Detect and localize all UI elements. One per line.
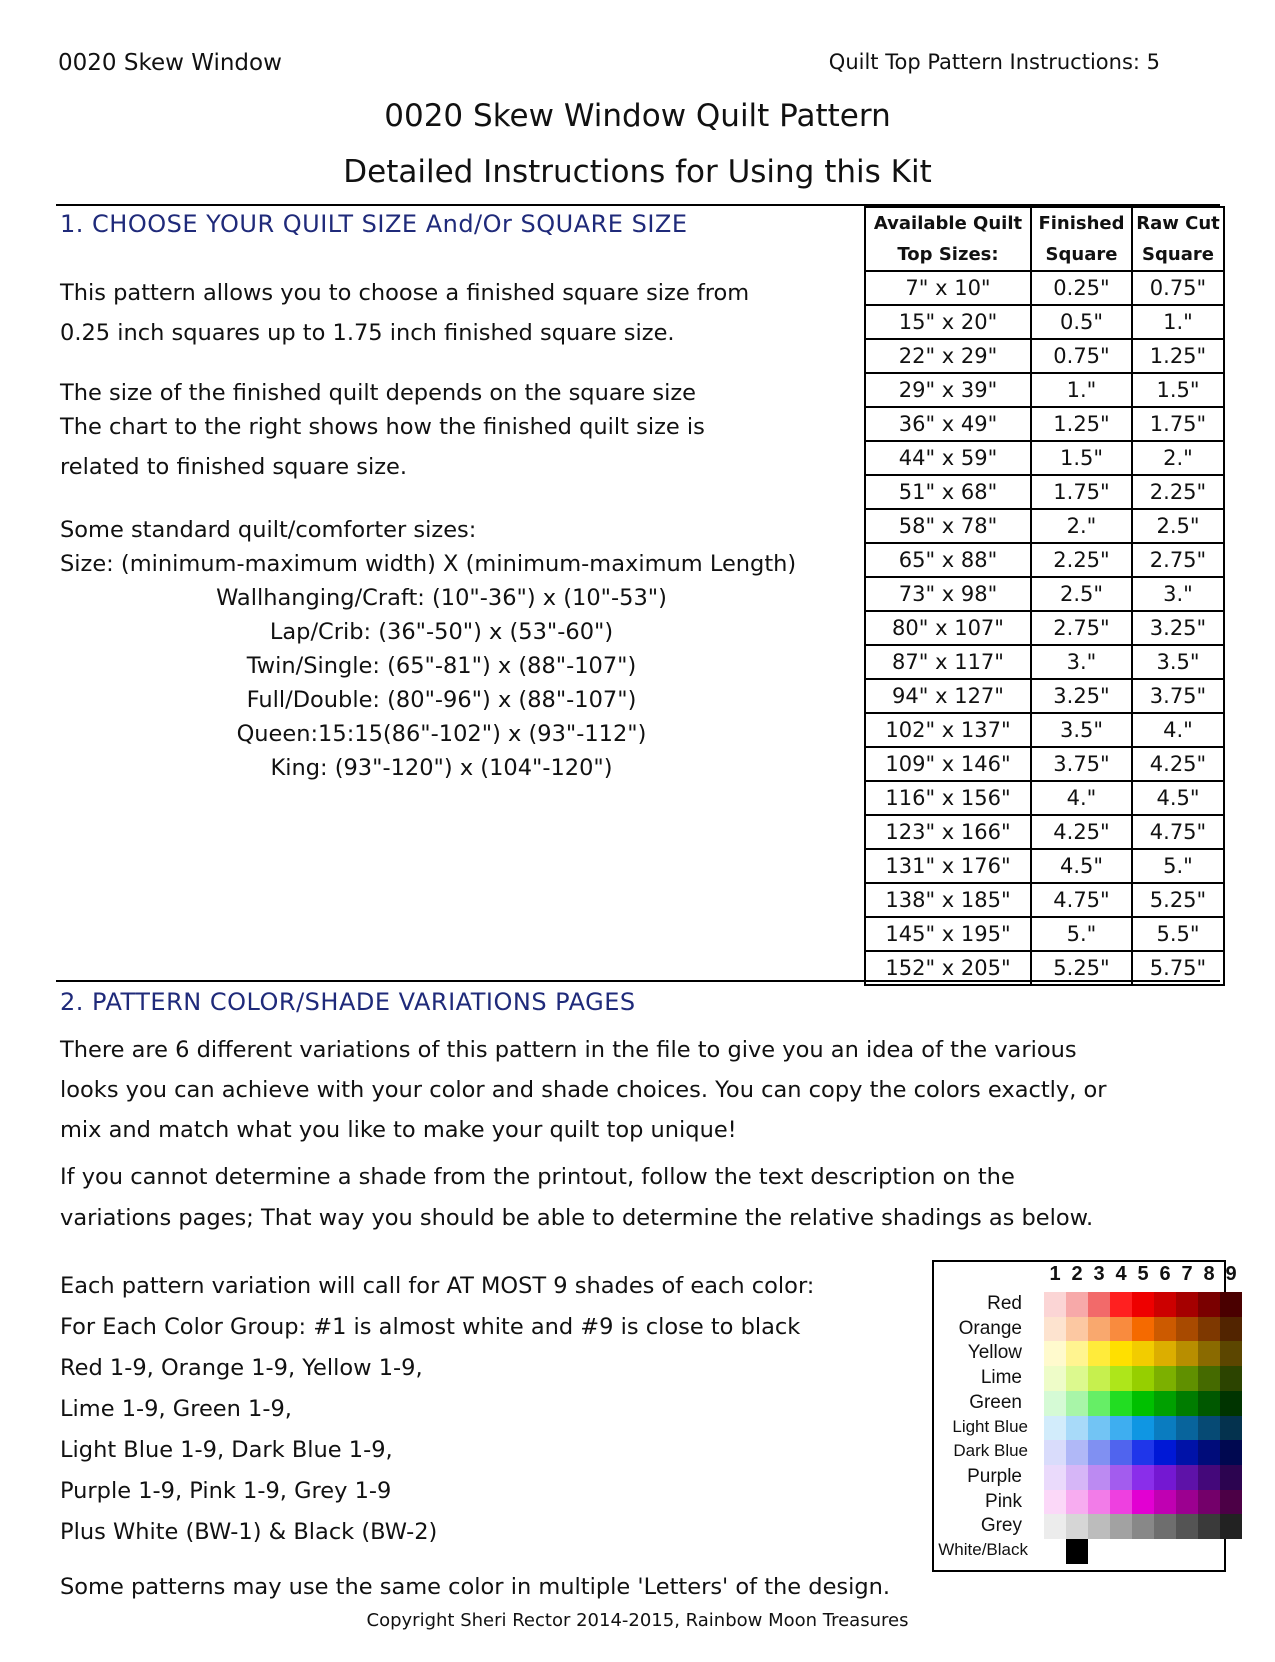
- table-header-row: [865, 207, 1224, 271]
- color-swatch: [1066, 1490, 1088, 1515]
- cell-finished-square: 5.25": [1031, 951, 1132, 985]
- standard-size-row: Lap/Crib: (36"-50") x (53"-60"): [269, 619, 614, 645]
- color-swatch: [1132, 1490, 1154, 1515]
- cell-finished-square: 1.": [1031, 373, 1132, 407]
- color-swatch: [1220, 1440, 1242, 1465]
- table-row: [865, 713, 1224, 747]
- color-swatch: [1176, 1440, 1198, 1465]
- color-swatch: [1044, 1341, 1066, 1366]
- table-row: [865, 475, 1224, 509]
- table-row: [865, 883, 1224, 917]
- cell-finished-square: 4.25": [1031, 815, 1132, 849]
- color-group-label: Orange: [958, 1317, 1022, 1339]
- color-swatch: [1066, 1341, 1088, 1366]
- table-row: [865, 645, 1224, 679]
- table-row: [865, 849, 1224, 883]
- color-swatch: [1154, 1292, 1176, 1317]
- color-swatch: [1066, 1465, 1088, 1490]
- table-row: [865, 305, 1224, 339]
- section1-para1: [60, 273, 749, 353]
- shade-number: 5: [1137, 1263, 1149, 1285]
- header-raw-cut-square: Raw Cut Square: [1132, 207, 1224, 271]
- color-swatch: [1110, 1341, 1132, 1366]
- shade-number: 9: [1225, 1263, 1237, 1285]
- color-swatch: [1198, 1292, 1220, 1317]
- para-line: related to finished square size.: [60, 454, 408, 480]
- color-swatch: [1198, 1416, 1220, 1441]
- color-swatch: [1088, 1391, 1110, 1416]
- color-swatch: [1044, 1490, 1066, 1515]
- cell-quilt-size: 102" x 137": [865, 713, 1031, 747]
- color-swatch: [1176, 1317, 1198, 1342]
- cell-quilt-size: 116" x 156": [865, 781, 1031, 815]
- cell-raw-cut-square: 1.": [1132, 305, 1224, 339]
- color-swatch: [1176, 1465, 1198, 1490]
- color-swatch: [1176, 1490, 1198, 1515]
- table-row: [865, 679, 1224, 713]
- header-quilt-size: Available Quilt Top Sizes:: [865, 207, 1031, 271]
- color-swatch: [1154, 1465, 1176, 1490]
- cell-raw-cut-square: 3.": [1132, 577, 1224, 611]
- color-swatch: [1132, 1317, 1154, 1342]
- color-swatch: [1132, 1465, 1154, 1490]
- color-swatch: [1044, 1416, 1066, 1441]
- color-swatch: [1176, 1416, 1198, 1441]
- color-swatch: [1132, 1366, 1154, 1391]
- color-swatch: [1220, 1292, 1242, 1317]
- color-swatch: [1198, 1391, 1220, 1416]
- cell-finished-square: 0.5": [1031, 305, 1132, 339]
- cell-quilt-size: 36" x 49": [865, 407, 1031, 441]
- color-swatch: [1088, 1490, 1110, 1515]
- section2-heading: 2. PATTERN COLOR/SHADE VARIATIONS PAGES: [60, 988, 636, 1016]
- header-page-label: Quilt Top Pattern Instructions: 5: [828, 50, 1160, 74]
- table-row: [865, 271, 1224, 305]
- cell-finished-square: 3.25": [1031, 679, 1132, 713]
- cell-raw-cut-square: 4.75": [1132, 815, 1224, 849]
- para-line: There are 6 different variations of this pattern in the file to give you an idea of the various: [60, 1037, 1077, 1063]
- color-swatch: [1132, 1416, 1154, 1441]
- cell-quilt-size: 29" x 39": [865, 373, 1031, 407]
- color-swatch: [1044, 1366, 1066, 1391]
- color-swatch: [1132, 1341, 1154, 1366]
- color-swatch: [1066, 1391, 1088, 1416]
- color-swatch: [1044, 1317, 1066, 1342]
- cell-finished-square: 4.": [1031, 781, 1132, 815]
- color-swatch: [1088, 1514, 1110, 1539]
- color-swatch: [1110, 1514, 1132, 1539]
- cell-raw-cut-square: 1.75": [1132, 407, 1224, 441]
- color-swatch: [1154, 1317, 1176, 1342]
- color-swatch: [1110, 1465, 1132, 1490]
- para-line: For Each Color Group: #1 is almost white and #9 is close to black: [60, 1314, 801, 1340]
- color-group-label: Purple: [967, 1465, 1022, 1487]
- cell-raw-cut-square: 5.25": [1132, 883, 1224, 917]
- cell-finished-square: 3.75": [1031, 747, 1132, 781]
- color-swatch: [1088, 1440, 1110, 1465]
- color-swatch: [1066, 1416, 1088, 1441]
- color-swatch: [1220, 1490, 1242, 1515]
- cell-finished-square: 4.75": [1031, 883, 1132, 917]
- color-swatch: [1110, 1391, 1132, 1416]
- color-swatch: [1176, 1514, 1198, 1539]
- cell-raw-cut-square: 5.5": [1132, 917, 1224, 951]
- standard-sizes-block: [60, 513, 823, 785]
- cell-raw-cut-square: 4.5": [1132, 781, 1224, 815]
- standard-size-row: Queen:15:15(86"-102") x (93"-112"): [236, 721, 647, 747]
- color-swatch: [1198, 1465, 1220, 1490]
- color-swatch: [1044, 1292, 1066, 1317]
- cell-quilt-size: 87" x 117": [865, 645, 1031, 679]
- cell-finished-square: 2.25": [1031, 543, 1132, 577]
- para-line: Each pattern variation will call for AT MOST 9 shades of each color:: [60, 1273, 815, 1299]
- section1-para2: [60, 376, 705, 484]
- color-group-label: Green: [969, 1391, 1022, 1413]
- color-swatch: [1132, 1440, 1154, 1465]
- shade-number: 7: [1181, 1263, 1193, 1285]
- color-swatch: [1088, 1366, 1110, 1391]
- color-swatch: [1176, 1292, 1198, 1317]
- cell-finished-square: 1.5": [1031, 441, 1132, 475]
- color-swatch: [1088, 1416, 1110, 1441]
- cell-finished-square: 3.": [1031, 645, 1132, 679]
- shade-number: 1: [1049, 1263, 1061, 1285]
- color-swatch: [1044, 1514, 1066, 1539]
- color-swatch: [1220, 1317, 1242, 1342]
- cell-quilt-size: 80" x 107": [865, 611, 1031, 645]
- table-row: [865, 407, 1224, 441]
- color-swatch: [1154, 1391, 1176, 1416]
- para-line: Lime 1-9, Green 1-9,: [60, 1396, 292, 1422]
- color-swatch: [1132, 1292, 1154, 1317]
- standard-size-row: Full/Double: (80"-96") x (88"-107"): [246, 687, 637, 713]
- cell-raw-cut-square: 1.25": [1132, 339, 1224, 373]
- color-group-label: Light Blue: [952, 1416, 1028, 1436]
- shade-number: 4: [1115, 1263, 1127, 1285]
- shade-color-chart: [932, 1260, 1237, 1572]
- color-swatch: [1066, 1514, 1088, 1539]
- color-swatch: [1088, 1341, 1110, 1366]
- section1-heading: 1. CHOOSE YOUR QUILT SIZE And/Or SQUARE SIZE: [60, 210, 688, 238]
- para-line: This pattern allows you to choose a finished square size from: [60, 280, 750, 306]
- color-swatch: [1110, 1366, 1132, 1391]
- cell-quilt-size: 94" x 127": [865, 679, 1031, 713]
- shade-number: 2: [1071, 1263, 1083, 1285]
- color-swatch: [1198, 1514, 1220, 1539]
- header-finished-square: Finished Square: [1031, 207, 1132, 271]
- color-swatch: [1154, 1341, 1176, 1366]
- shade-number: 6: [1159, 1263, 1171, 1285]
- para-line: mix and match what you like to make your quilt top unique!: [60, 1117, 737, 1143]
- cell-quilt-size: 44" x 59": [865, 441, 1031, 475]
- para-line: If you cannot determine a shade from the printout, follow the text description on the: [60, 1164, 1015, 1190]
- standard-format: Size: (minimum-maximum width) X (minimum-maximum Length): [60, 551, 797, 577]
- color-group-label: Grey: [980, 1515, 1022, 1537]
- color-swatch: [1220, 1514, 1242, 1539]
- section2-para1: [60, 1030, 1107, 1150]
- cell-raw-cut-square: 5.": [1132, 849, 1224, 883]
- color-swatch: [1066, 1317, 1088, 1342]
- color-swatch: [1176, 1366, 1198, 1391]
- color-swatch: [1154, 1514, 1176, 1539]
- cell-quilt-size: 109" x 146": [865, 747, 1031, 781]
- color-swatch: [1066, 1366, 1088, 1391]
- cell-quilt-size: 15" x 20": [865, 305, 1031, 339]
- para-line: variations pages; That way you should be able to determine the relative shadings as below.: [60, 1205, 1094, 1231]
- color-swatch: [1154, 1366, 1176, 1391]
- para-line: Purple 1-9, Pink 1-9, Grey 1-9: [60, 1478, 392, 1504]
- shade-number: 3: [1093, 1263, 1105, 1285]
- color-swatch: [1220, 1416, 1242, 1441]
- color-swatch: [1044, 1465, 1066, 1490]
- color-swatch: [1132, 1391, 1154, 1416]
- cell-finished-square: 1.75": [1031, 475, 1132, 509]
- color-swatch: [1220, 1366, 1242, 1391]
- cell-finished-square: 4.5": [1031, 849, 1132, 883]
- closing-note: Some patterns may use the same color in multiple 'Letters' of the design.: [60, 1574, 891, 1600]
- color-swatch: [1198, 1490, 1220, 1515]
- table-row: [865, 339, 1224, 373]
- table-row: [865, 611, 1224, 645]
- color-swatch: [1044, 1391, 1066, 1416]
- standard-size-row: Twin/Single: (65"-81") x (88"-107"): [246, 653, 637, 679]
- color-swatch: [1154, 1440, 1176, 1465]
- cell-quilt-size: 65" x 88": [865, 543, 1031, 577]
- para-line: 0.25 inch squares up to 1.75 inch finished square size.: [60, 320, 675, 346]
- para-line: looks you can achieve with your color and shade choices. You can copy the colors exactly, or: [60, 1077, 1107, 1103]
- cell-quilt-size: 73" x 98": [865, 577, 1031, 611]
- cell-finished-square: 1.25": [1031, 407, 1132, 441]
- para-line: Plus White (BW-1) & Black (BW-2): [60, 1519, 438, 1545]
- cell-raw-cut-square: 0.75": [1132, 271, 1224, 305]
- color-swatch: [1198, 1317, 1220, 1342]
- color-swatch: [1044, 1539, 1066, 1564]
- color-swatch: [1088, 1292, 1110, 1317]
- color-swatch: [1198, 1341, 1220, 1366]
- color-swatch: [1220, 1465, 1242, 1490]
- page-title: 0020 Skew Window Quilt Pattern: [384, 98, 891, 134]
- cell-raw-cut-square: 4.25": [1132, 747, 1224, 781]
- cell-finished-square: 2.": [1031, 509, 1132, 543]
- color-group-label: Lime: [980, 1367, 1022, 1389]
- quilt-size-table: [864, 206, 1225, 986]
- table-row: [865, 373, 1224, 407]
- shade-number: 8: [1203, 1263, 1215, 1285]
- table-row: [865, 917, 1224, 951]
- cell-quilt-size: 7" x 10": [865, 271, 1031, 305]
- color-swatch: [1110, 1317, 1132, 1342]
- standard-size-row: Wallhanging/Craft: (10"-36") x (10"-53"): [216, 585, 667, 611]
- cell-quilt-size: 145" x 195": [865, 917, 1031, 951]
- color-swatch: [1220, 1341, 1242, 1366]
- copyright-footer: Copyright Sheri Rector 2014-2015, Rainbow Moon Treasures: [366, 1610, 909, 1631]
- color-swatch: [1154, 1416, 1176, 1441]
- cell-quilt-size: 152" x 205": [865, 951, 1031, 985]
- color-swatch: [1088, 1465, 1110, 1490]
- cell-finished-square: 0.25": [1031, 271, 1132, 305]
- color-group-label: Yellow: [967, 1342, 1022, 1364]
- color-swatch: [1198, 1366, 1220, 1391]
- color-group-label: Red: [987, 1293, 1022, 1314]
- color-swatch: [1044, 1440, 1066, 1465]
- para-line: The size of the finished quilt depends on the square size: [60, 380, 697, 406]
- color-group-label: Pink: [985, 1490, 1022, 1512]
- color-swatch: [1176, 1341, 1198, 1366]
- color-swatch: [1066, 1292, 1088, 1317]
- color-swatch: [1110, 1440, 1132, 1465]
- table-row: [865, 509, 1224, 543]
- color-swatch: [1154, 1490, 1176, 1515]
- section2-para3: [60, 1266, 814, 1553]
- cell-quilt-size: 131" x 176": [865, 849, 1031, 883]
- cell-finished-square: 5.": [1031, 917, 1132, 951]
- cell-raw-cut-square: 4.": [1132, 713, 1224, 747]
- table-row: [865, 815, 1224, 849]
- table-row: [865, 951, 1224, 985]
- cell-finished-square: 2.75": [1031, 611, 1132, 645]
- para-line: The chart to the right shows how the finished quilt size is: [60, 414, 705, 440]
- color-group-label: Dark Blue: [953, 1441, 1028, 1461]
- color-swatch: [1110, 1292, 1132, 1317]
- para-line: Light Blue 1-9, Dark Blue 1-9,: [60, 1437, 393, 1463]
- table-row: [865, 781, 1224, 815]
- color-swatch: [1066, 1440, 1088, 1465]
- cell-quilt-size: 22" x 29": [865, 339, 1031, 373]
- section2-para2: [60, 1157, 1093, 1239]
- cell-finished-square: 2.5": [1031, 577, 1132, 611]
- standard-size-row: King: (93"-120") x (104"-120"): [270, 755, 613, 781]
- cell-quilt-size: 123" x 166": [865, 815, 1031, 849]
- cell-raw-cut-square: 5.75": [1132, 951, 1224, 985]
- table-row: [865, 577, 1224, 611]
- color-swatch: [1066, 1539, 1088, 1564]
- cell-raw-cut-square: 2.75": [1132, 543, 1224, 577]
- color-swatch: [1198, 1440, 1220, 1465]
- cell-raw-cut-square: 3.5": [1132, 645, 1224, 679]
- cell-finished-square: 3.5": [1031, 713, 1132, 747]
- color-swatch: [1220, 1391, 1242, 1416]
- color-swatch: [1110, 1416, 1132, 1441]
- cell-finished-square: 0.75": [1031, 339, 1132, 373]
- cell-raw-cut-square: 3.25": [1132, 611, 1224, 645]
- cell-raw-cut-square: 3.75": [1132, 679, 1224, 713]
- cell-quilt-size: 138" x 185": [865, 883, 1031, 917]
- cell-raw-cut-square: 2.5": [1132, 509, 1224, 543]
- color-swatch: [1088, 1317, 1110, 1342]
- header-left-title: 0020 Skew Window: [58, 50, 282, 76]
- table-row: [865, 441, 1224, 475]
- cell-raw-cut-square: 2.": [1132, 441, 1224, 475]
- color-swatch: [1132, 1514, 1154, 1539]
- table-row: [865, 543, 1224, 577]
- cell-raw-cut-square: 1.5": [1132, 373, 1224, 407]
- standard-intro: Some standard quilt/comforter sizes:: [60, 517, 477, 543]
- cell-quilt-size: 58" x 78": [865, 509, 1031, 543]
- para-line: Red 1-9, Orange 1-9, Yellow 1-9,: [60, 1355, 423, 1381]
- table-row: [865, 747, 1224, 781]
- color-swatch: [1176, 1391, 1198, 1416]
- cell-raw-cut-square: 2.25": [1132, 475, 1224, 509]
- color-group-label: White/Black: [938, 1540, 1028, 1559]
- color-swatch: [1110, 1490, 1132, 1515]
- page-subtitle: Detailed Instructions for Using this Kit: [343, 154, 932, 190]
- cell-quilt-size: 51" x 68": [865, 475, 1031, 509]
